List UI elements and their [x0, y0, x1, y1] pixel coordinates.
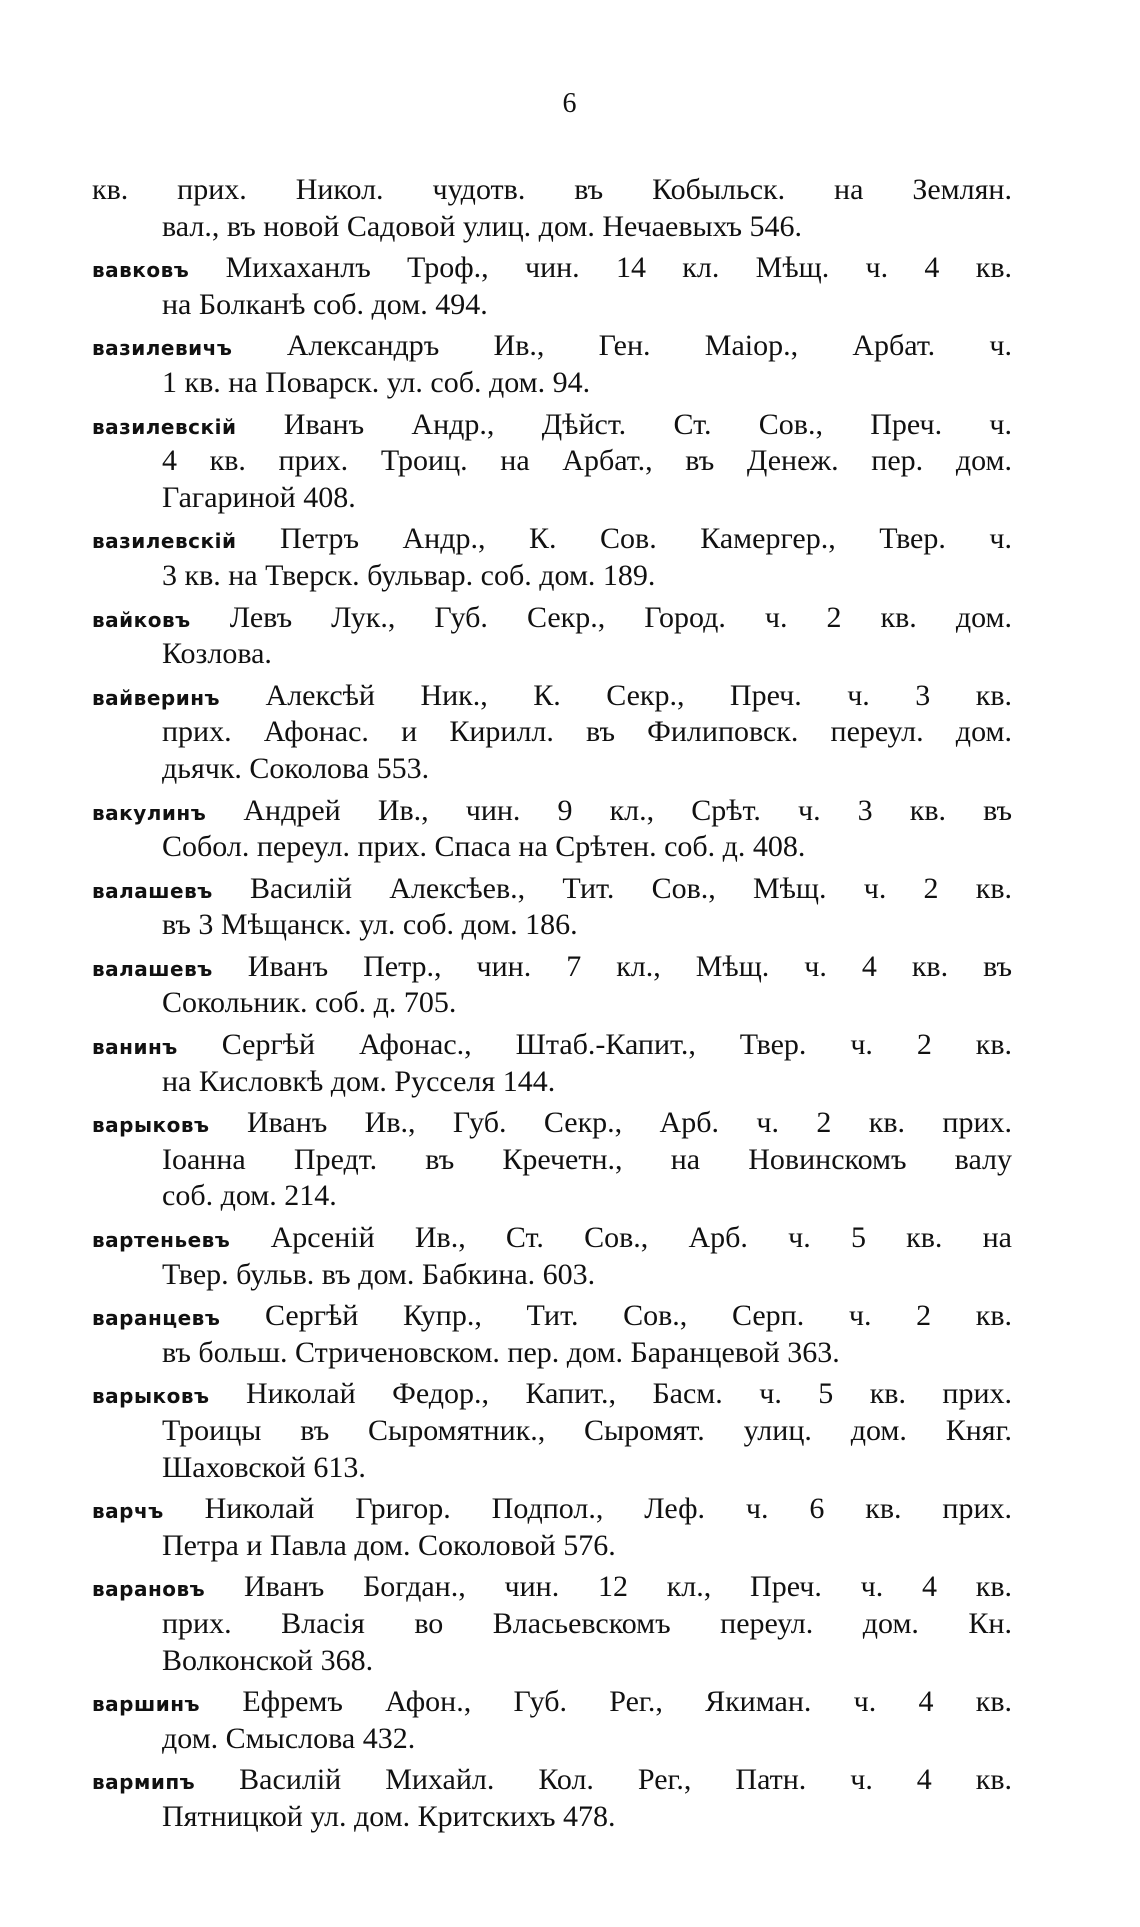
entry-line	[92, 1569, 1012, 1606]
entry-text: Петра и Павла дом. Соколовой 576.	[162, 1528, 616, 1562]
entry-line	[92, 1643, 1012, 1680]
entry-line	[92, 407, 1012, 444]
directory-entry	[92, 1376, 1012, 1486]
directory-entries	[92, 172, 1012, 1841]
entry-line	[92, 365, 1012, 402]
entry-line	[92, 1027, 1012, 1064]
entry-text: прих. Власія во Власьевскомъ переул. дом. Кн.	[162, 1606, 1012, 1640]
directory-entry	[92, 407, 1012, 517]
entry-surname: валашевъ	[92, 878, 213, 903]
directory-entry	[92, 1762, 1012, 1835]
entry-text: 3 кв. на Тверск. бульвар. соб. дом. 189.	[162, 558, 656, 592]
entry-text: Петръ Андр., К. Сов. Камергер., Твер. ч.	[280, 522, 1012, 556]
entry-line	[92, 480, 1012, 517]
entry-line	[92, 287, 1012, 324]
directory-entry	[92, 1220, 1012, 1293]
entry-line	[92, 1257, 1012, 1294]
entry-text: дом. Смыслова 432.	[162, 1721, 416, 1755]
entry-surname: варыковъ	[92, 1113, 210, 1138]
entry-text: Василій Михайл. Кол. Рег., Патн. ч. 4 кв.	[239, 1763, 1012, 1797]
entry-line	[92, 985, 1012, 1022]
entry-surname: вазилевскій	[92, 414, 237, 439]
entry-surname: вазилевичъ	[92, 336, 233, 361]
directory-entry	[92, 1491, 1012, 1564]
entry-text: Иванъ Петр., чин. 7 кл., Мѣщ. ч. 4 кв. въ	[247, 949, 1012, 983]
entry-text: въ 3 Мѣщанск. ул. соб. дом. 186.	[162, 908, 578, 942]
entry-line	[92, 1376, 1012, 1413]
directory-entry	[92, 328, 1012, 401]
entry-surname: вайковъ	[92, 607, 191, 632]
entry-surname: варыковъ	[92, 1384, 210, 1409]
entry-text: Троицы въ Сыромятник., Сыромят. улиц. дом. Княг.	[162, 1414, 1012, 1447]
entry-line	[92, 558, 1012, 595]
page-number: 6	[562, 88, 578, 119]
entry-line	[92, 1142, 1012, 1179]
entry-text: Андрей Ив., чин. 9 кл., Срѣт. ч. 3 кв. въ	[243, 793, 1012, 827]
directory-entry	[92, 1105, 1012, 1215]
directory-entry	[92, 678, 1012, 788]
entry-line	[92, 1799, 1012, 1836]
entry-text: Иванъ Богдан., чин. 12 кл., Преч. ч. 4 кв.	[243, 1570, 1012, 1604]
entry-text: Ефремъ Афон., Губ. Рег., Якиман. ч. 4 кв.	[242, 1685, 1012, 1719]
entry-line	[92, 871, 1012, 908]
directory-entry	[92, 793, 1012, 866]
entry-surname: варановъ	[92, 1577, 206, 1602]
entry-line	[92, 793, 1012, 830]
entry-line	[92, 328, 1012, 365]
entry-line	[92, 600, 1012, 637]
entry-line	[92, 1450, 1012, 1487]
entry-line	[92, 1178, 1012, 1215]
directory-entry	[92, 871, 1012, 944]
directory-entry	[92, 949, 1012, 1022]
entry-text: на Кисловкѣ дом. Русселя 144.	[162, 1064, 556, 1098]
entry-text: Михаханлъ Троф., чин. 14 кл. Мѣщ. ч. 4 кв.	[225, 251, 1012, 285]
entry-text: Иванъ Ив., Губ. Секр., Арб. ч. 2 кв. прих.	[246, 1106, 1012, 1140]
directory-entry	[92, 1569, 1012, 1679]
entry-text: Василій Алексѣев., Тит. Сов., Мѣщ. ч. 2 кв.	[250, 871, 1012, 905]
entry-text: Сергѣй Афонас., Штаб.-Капит., Твер. ч. 2 кв.	[221, 1028, 1012, 1062]
entry-surname: вартеньевъ	[92, 1228, 231, 1253]
entry-text: 4 кв. прих. Троиц. на Арбат., въ Денеж. пер. дом.	[162, 444, 1012, 478]
entry-line	[92, 443, 1012, 480]
entry-text: Алексѣй Ник., К. Секр., Преч. ч. 3 кв.	[265, 678, 1012, 712]
entry-text: Шаховской 613.	[162, 1450, 366, 1484]
entry-text: Иванъ Андр., Дѣйст. Ст. Сов., Преч. ч.	[283, 407, 1012, 441]
entry-text: Сергѣй Купр., Тит. Сов., Серп. ч. 2 кв.	[265, 1299, 1012, 1333]
entry-line	[92, 521, 1012, 558]
entry-text: вал., въ новой Садовой улиц. дом. Нечаевыхъ 546.	[162, 209, 803, 243]
entry-line	[92, 1105, 1012, 1142]
entry-surname: варчъ	[92, 1499, 164, 1524]
entry-text: Твер. бульв. въ дом. Бабкина. 603.	[162, 1257, 596, 1291]
entry-text: 1 кв. на Поварск. ул. соб. дом. 94.	[162, 365, 591, 399]
directory-entry	[92, 1298, 1012, 1371]
directory-entry	[92, 250, 1012, 323]
directory-entry	[92, 600, 1012, 673]
entry-text: Арсеній Ив., Ст. Сов., Арб. ч. 5 кв. на	[270, 1221, 1012, 1255]
entry-line	[92, 636, 1012, 673]
entry-text: дьячк. Соколова 553.	[162, 751, 430, 785]
entry-line	[92, 949, 1012, 986]
entry-text: Александръ Ив., Ген. Маіор., Арбат. ч.	[286, 329, 1012, 363]
entry-surname: варанцевъ	[92, 1306, 221, 1331]
entry-text: Гагариной 408.	[162, 480, 356, 514]
entry-text: Левъ Лук., Губ. Секр., Город. ч. 2 кв. дом.	[229, 600, 1012, 634]
entry-text: Собол. переул. прих. Спаса на Срѣтен. соб. д. 408.	[162, 830, 806, 864]
entry-surname: варшинъ	[92, 1692, 201, 1717]
entry-line	[92, 1762, 1012, 1799]
entry-line	[92, 250, 1012, 287]
entry-line	[92, 1220, 1012, 1257]
entry-line	[92, 829, 1012, 866]
entry-text: Іоанна Предт. въ Кречетн., на Новинскомъ валу	[162, 1142, 1012, 1176]
entry-text: соб. дом. 214.	[162, 1179, 337, 1213]
entry-line	[92, 1528, 1012, 1565]
entry-line	[92, 1064, 1012, 1101]
entry-text: кв. прих. Никол. чудотв. въ Кобыльск. на Землян.	[92, 173, 1012, 206]
directory-entry	[92, 521, 1012, 594]
entry-surname: вайверинъ	[92, 685, 221, 710]
entry-line	[92, 1491, 1012, 1528]
entry-line	[92, 1298, 1012, 1335]
entry-text: Николай Федор., Капит., Басм. ч. 5 кв. прих.	[246, 1377, 1012, 1411]
entry-text: Волконской 368.	[162, 1643, 374, 1677]
entry-surname: валашевъ	[92, 956, 213, 981]
entry-line	[92, 1335, 1012, 1372]
directory-entry	[92, 172, 1012, 245]
entry-line	[92, 1721, 1012, 1758]
entry-line	[92, 1413, 1012, 1450]
directory-entry	[92, 1684, 1012, 1757]
entry-text: Козлова.	[162, 637, 272, 671]
entry-line	[92, 209, 1012, 246]
entry-line	[92, 678, 1012, 715]
entry-surname: ванинъ	[92, 1035, 178, 1060]
entry-line	[92, 1684, 1012, 1721]
entry-line	[92, 907, 1012, 944]
directory-entry	[92, 1027, 1012, 1100]
entry-surname: вавковъ	[92, 258, 190, 283]
entry-line	[92, 714, 1012, 751]
entry-surname: вазилевскій	[92, 529, 237, 554]
entry-text: Пятницкой ул. дом. Критскихъ 478.	[162, 1799, 616, 1833]
entry-surname: вакулинъ	[92, 800, 207, 825]
entry-line	[92, 1606, 1012, 1643]
entry-text: въ больш. Стриченовском. пер. дом. Баранцевой 363.	[162, 1335, 840, 1369]
entry-surname: вармипъ	[92, 1770, 196, 1795]
entry-text: прих. Афонас. и Кирилл. въ Филиповск. переул. дом.	[162, 715, 1012, 749]
entry-text: на Болканѣ соб. дом. 494.	[162, 287, 488, 321]
entry-text: Николай Григор. Подпол., Леф. ч. 6 кв. прих.	[204, 1492, 1012, 1526]
entry-line	[92, 751, 1012, 788]
entry-line	[92, 172, 1012, 209]
entry-text: Сокольник. соб. д. 705.	[162, 986, 457, 1020]
